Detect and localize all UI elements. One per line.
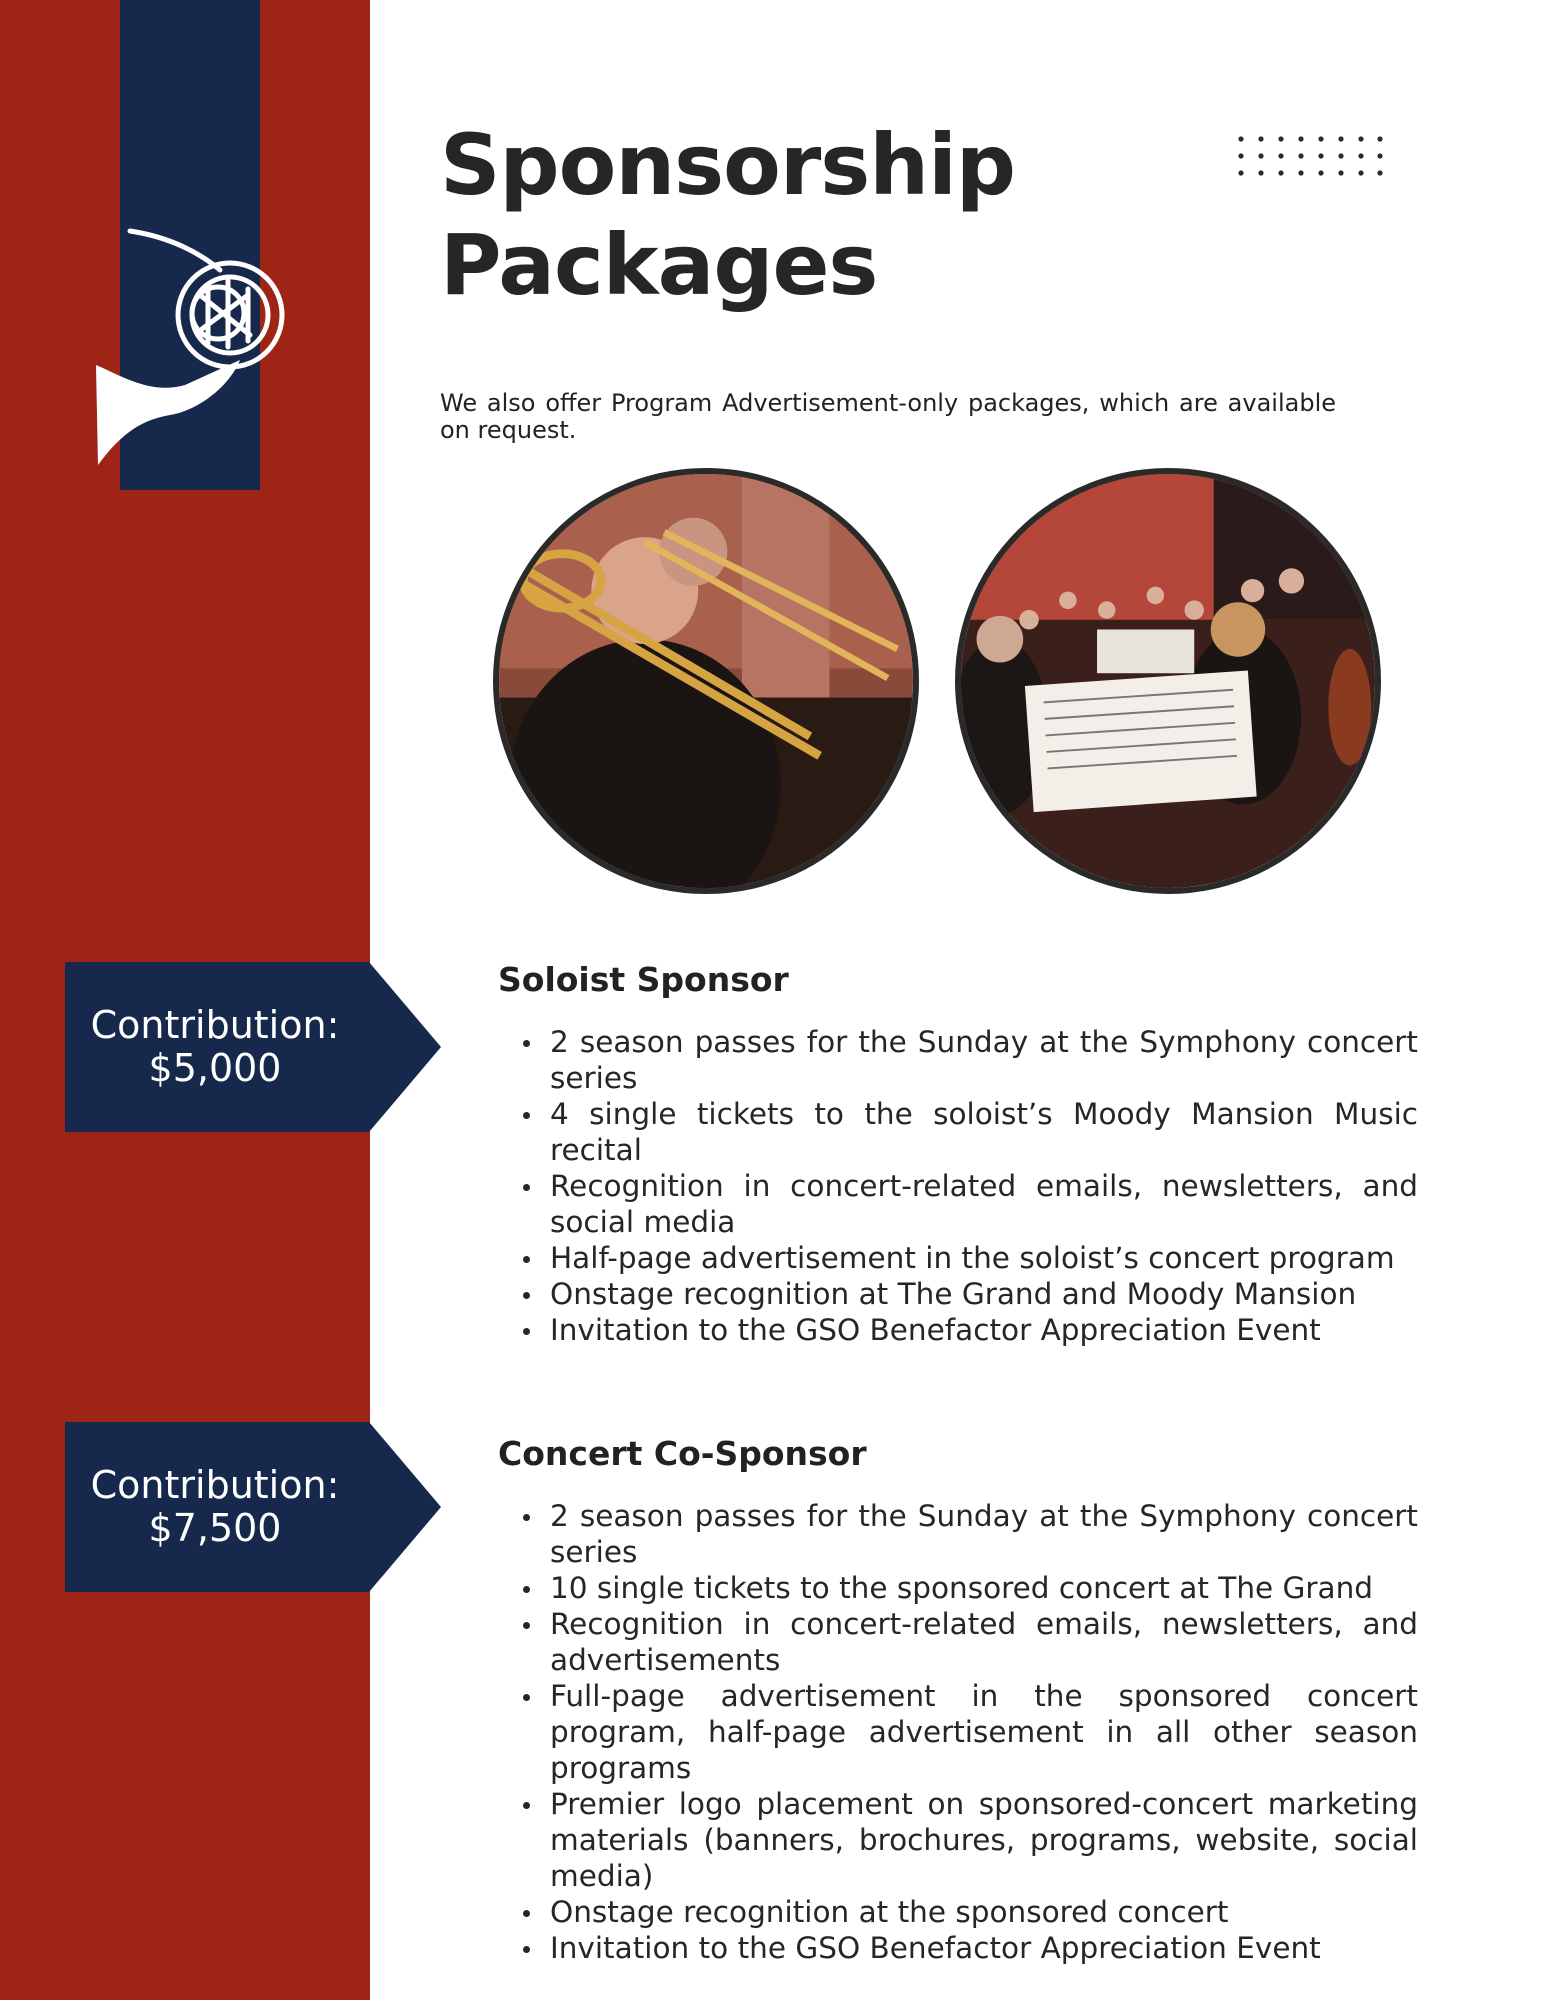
contribution-label: Contribution: [90,1003,340,1047]
benefit-item: 2 season passes for the Sunday at the Symphony concert series [550,1025,1418,1095]
page-title-line-1: Sponsorship [440,116,1015,214]
package-concert-co-sponsor [498,1432,1418,1966]
benefit-item: 2 season passes for the Sunday at the Symphony concert series [550,1499,1418,1569]
benefit-item: Onstage recognition at the sponsored concert [550,1894,1418,1930]
benefit-item: Invitation to the GSO Benefactor Appreciation Event [550,1312,1418,1348]
page-title [440,115,1140,315]
benefit-list [498,1498,1418,1966]
page-title-line-2: Packages [440,216,878,314]
contribution-amount: $7,500 [148,1506,282,1550]
benefit-item: Recognition in concert-related emails, newsletters, and advertisements [550,1607,1418,1677]
french-horn-icon [90,225,290,465]
package-soloist-sponsor [498,958,1418,1348]
photo-trombone-players [493,468,919,894]
benefit-item: Recognition in concert-related emails, newsletters, and social media [550,1169,1418,1239]
intro-text: We also offer Program Advertisement-only packages, which are available on request. [440,389,1336,444]
package-heading: Concert Co-Sponsor [498,1434,867,1473]
benefit-item: Premier logo placement on sponsored-concert marketing materials (banners, brochures, programs, website, social media) [550,1787,1418,1893]
benefit-list [498,1024,1418,1348]
package-heading: Soloist Sponsor [498,960,789,999]
dot-grid-decoration [1238,136,1383,176]
contribution-tag-5000 [65,962,441,1132]
contribution-label: Contribution: [90,1463,340,1507]
contribution-amount: $5,000 [148,1046,282,1090]
benefit-item: Full-page advertisement in the sponsored concert program, half-page advertisement in all other season programs [550,1679,1418,1785]
benefit-item: Invitation to the GSO Benefactor Appreciation Event [550,1930,1418,1966]
benefit-item: Onstage recognition at The Grand and Moody Mansion [550,1276,1418,1312]
benefit-item: 10 single tickets to the sponsored concert at The Grand [550,1570,1418,1606]
benefit-item: 4 single tickets to the soloist’s Moody Mansion Music recital [550,1097,1418,1167]
photo-string-section [955,468,1381,894]
contribution-tag-7500 [65,1422,441,1592]
benefit-item: Half-page advertisement in the soloist’s concert program [550,1240,1418,1276]
